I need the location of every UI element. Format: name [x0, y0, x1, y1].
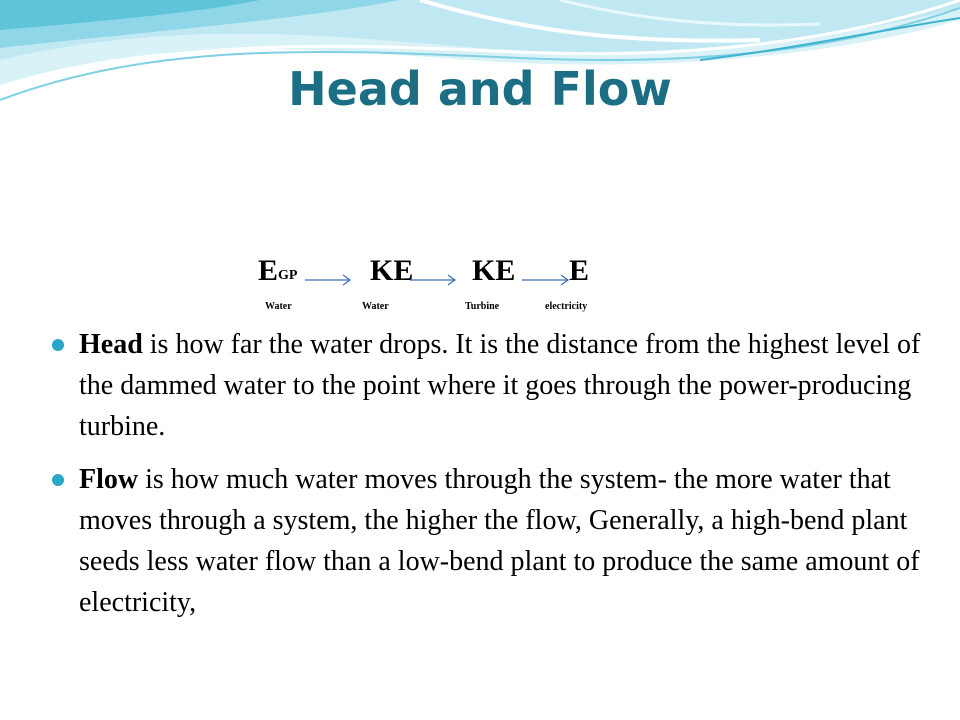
energy-caption-turbine: Turbine	[465, 301, 500, 312]
bullet-head	[52, 324, 922, 447]
bullet-dot-icon	[52, 339, 64, 351]
energy-caption-electricity: electricity	[545, 301, 588, 312]
bullet-term: Head	[79, 329, 143, 360]
bullet-list	[52, 324, 922, 635]
energy-caption-water-2: Water	[362, 301, 389, 312]
bullet-term: Flow	[79, 464, 139, 495]
energy-chain	[0, 250, 960, 320]
energy-caption-water-1: Water	[265, 301, 292, 312]
energy-term-main: E	[258, 254, 279, 287]
bullet-dot-icon	[52, 474, 64, 486]
energy-term-sub: GP	[278, 268, 298, 283]
energy-term-main: KE	[370, 254, 414, 287]
energy-term-main: KE	[472, 254, 516, 287]
bullet-flow	[52, 459, 922, 623]
slide-title: Head and Flow	[288, 62, 672, 116]
bullet-text: is how far the water drops. It is the distance from the highest level of the dammed water to the point where it goes through the power-producing turbine.	[79, 329, 921, 442]
energy-term-main: E	[569, 254, 590, 287]
bullet-text: is how much water moves through the system- the more water that moves through a system, the higher the flow, Generally, a high-bend plant seeds less water flow than a low-bend plant to produce the same amount of electricity,	[79, 464, 920, 618]
